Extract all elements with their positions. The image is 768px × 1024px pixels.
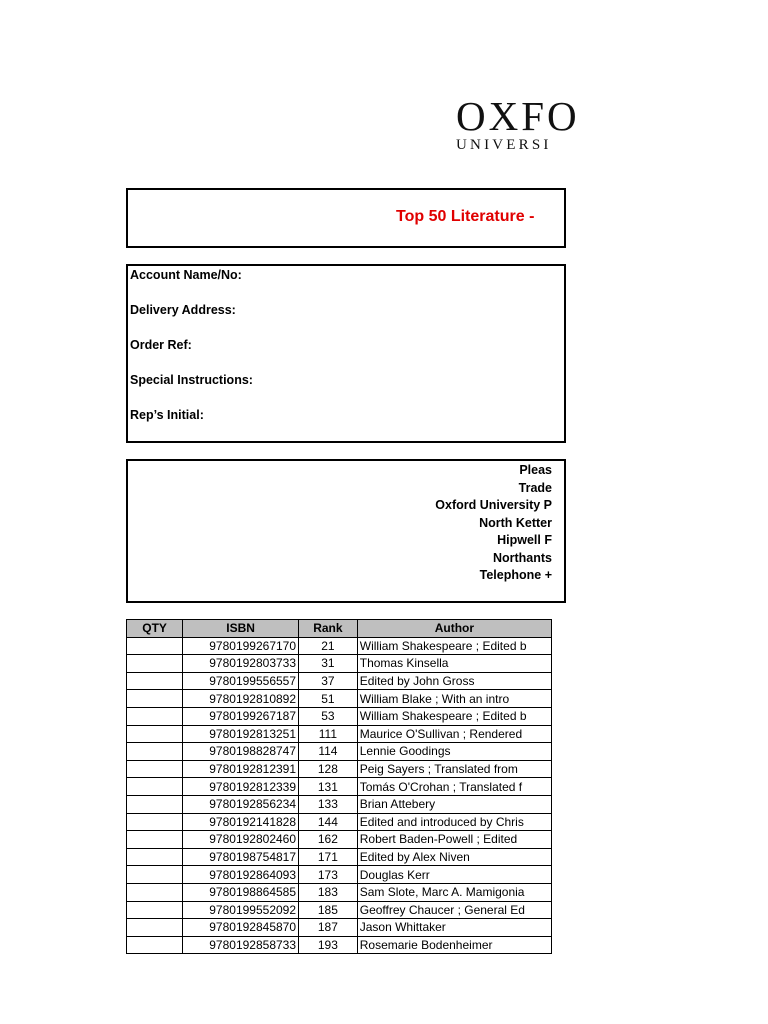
author-cell: Geoffrey Chaucer ; General Ed [357,901,551,919]
address-line: North Ketter [479,515,552,530]
isbn-cell: 9780199552092 [183,901,299,919]
order-ref-label: Order Ref: [130,338,192,352]
table-row [127,672,552,690]
rank-cell: 185 [299,901,358,919]
isbn-cell: 9780199267187 [183,707,299,725]
table-row [127,637,552,655]
qty-cell[interactable] [127,707,183,725]
title-box [126,188,566,248]
author-cell: Jason Whittaker [357,919,551,937]
author-cell: Brian Attebery [357,795,551,813]
qty-cell[interactable] [127,795,183,813]
table-row [127,901,552,919]
reps-initial-label: Rep’s Initial: [130,408,204,422]
delivery-address-label: Delivery Address: [130,303,236,317]
author-cell: Sam Slote, Marc A. Mamigonia [357,883,551,901]
author-cell: Maurice O'Sullivan ; Rendered [357,725,551,743]
table-row [127,795,552,813]
author-cell: Peig Sayers ; Translated from [357,760,551,778]
table-header-row [127,620,552,638]
rank-cell: 183 [299,883,358,901]
qty-cell[interactable] [127,743,183,761]
author-header: Author [357,620,551,638]
qty-cell[interactable] [127,901,183,919]
isbn-cell: 9780198754817 [183,848,299,866]
qty-cell[interactable] [127,725,183,743]
address-line: Pleas [519,463,552,477]
author-cell: Edited by John Gross [357,672,551,690]
form-title: Top 50 Literature - [396,208,535,225]
table-row [127,690,552,708]
rank-cell: 131 [299,778,358,796]
table-row [127,936,552,954]
isbn-cell: 9780199267170 [183,637,299,655]
isbn-cell: 9780192802460 [183,831,299,849]
isbn-cell: 9780192803733 [183,655,299,673]
qty-cell[interactable] [127,936,183,954]
table-row [127,883,552,901]
rank-cell: 133 [299,795,358,813]
table-row [127,707,552,725]
rank-cell: 53 [299,707,358,725]
table-row [127,743,552,761]
rank-cell: 31 [299,655,358,673]
author-cell: Edited and introduced by Chris [357,813,551,831]
table-row [127,866,552,884]
account-name-label: Account Name/No: [130,268,242,282]
address-line: Telephone + [479,568,552,582]
author-cell: Thomas Kinsella [357,655,551,673]
isbn-cell: 9780198828747 [183,743,299,761]
qty-cell[interactable] [127,672,183,690]
isbn-cell: 9780192141828 [183,813,299,831]
rank-header: Rank [299,620,358,638]
rank-cell: 144 [299,813,358,831]
author-cell: Tomás O'Crohan ; Translated f [357,778,551,796]
address-line: Hipwell F [497,533,552,547]
qty-cell[interactable] [127,831,183,849]
isbn-cell: 9780192858733 [183,936,299,954]
rank-cell: 173 [299,866,358,884]
isbn-cell: 9780192812391 [183,760,299,778]
qty-cell[interactable] [127,760,183,778]
qty-cell[interactable] [127,690,183,708]
rank-cell: 21 [299,637,358,655]
qty-cell[interactable] [127,637,183,655]
table-row [127,848,552,866]
isbn-cell: 9780199556557 [183,672,299,690]
author-cell: Lennie Goodings [357,743,551,761]
table-row [127,831,552,849]
isbn-cell: 9780192810892 [183,690,299,708]
logo-wordmark: OXFO [456,93,580,139]
address-line: Oxford University P [435,498,552,512]
table-row [127,725,552,743]
table-row [127,760,552,778]
qty-cell[interactable] [127,813,183,831]
qty-cell[interactable] [127,778,183,796]
isbn-cell: 9780192845870 [183,919,299,937]
table-row [127,655,552,673]
qty-cell[interactable] [127,883,183,901]
qty-cell[interactable] [127,655,183,673]
qty-cell[interactable] [127,848,183,866]
rank-cell: 171 [299,848,358,866]
rank-cell: 193 [299,936,358,954]
book-order-table [126,619,552,954]
table-row [127,778,552,796]
author-cell: Rosemarie Bodenheimer [357,936,551,954]
author-cell: William Shakespeare ; Edited b [357,637,551,655]
return-address-box [126,459,566,603]
table-row [127,813,552,831]
isbn-cell: 9780198864585 [183,883,299,901]
isbn-cell: 9780192856234 [183,795,299,813]
rank-cell: 51 [299,690,358,708]
author-cell: William Shakespeare ; Edited b [357,707,551,725]
author-cell: Robert Baden-Powell ; Edited [357,831,551,849]
oxford-logo [456,93,580,153]
qty-header: QTY [127,620,183,638]
rank-cell: 37 [299,672,358,690]
author-cell: William Blake ; With an intro [357,690,551,708]
isbn-cell: 9780192812339 [183,778,299,796]
author-cell: Edited by Alex Niven [357,848,551,866]
isbn-cell: 9780192813251 [183,725,299,743]
qty-cell[interactable] [127,919,183,937]
qty-cell[interactable] [127,866,183,884]
account-details-box [126,264,566,443]
logo-subline: UNIVERSI [456,137,552,153]
special-instructions-label: Special Instructions: [130,373,253,387]
isbn-header: ISBN [183,620,299,638]
rank-cell: 114 [299,743,358,761]
rank-cell: 162 [299,831,358,849]
table-row [127,919,552,937]
rank-cell: 111 [299,725,358,743]
address-line: Northants [492,550,552,565]
address-line: Trade [518,480,552,495]
rank-cell: 128 [299,760,358,778]
rank-cell: 187 [299,919,358,937]
author-cell: Douglas Kerr [357,866,551,884]
isbn-cell: 9780192864093 [183,866,299,884]
